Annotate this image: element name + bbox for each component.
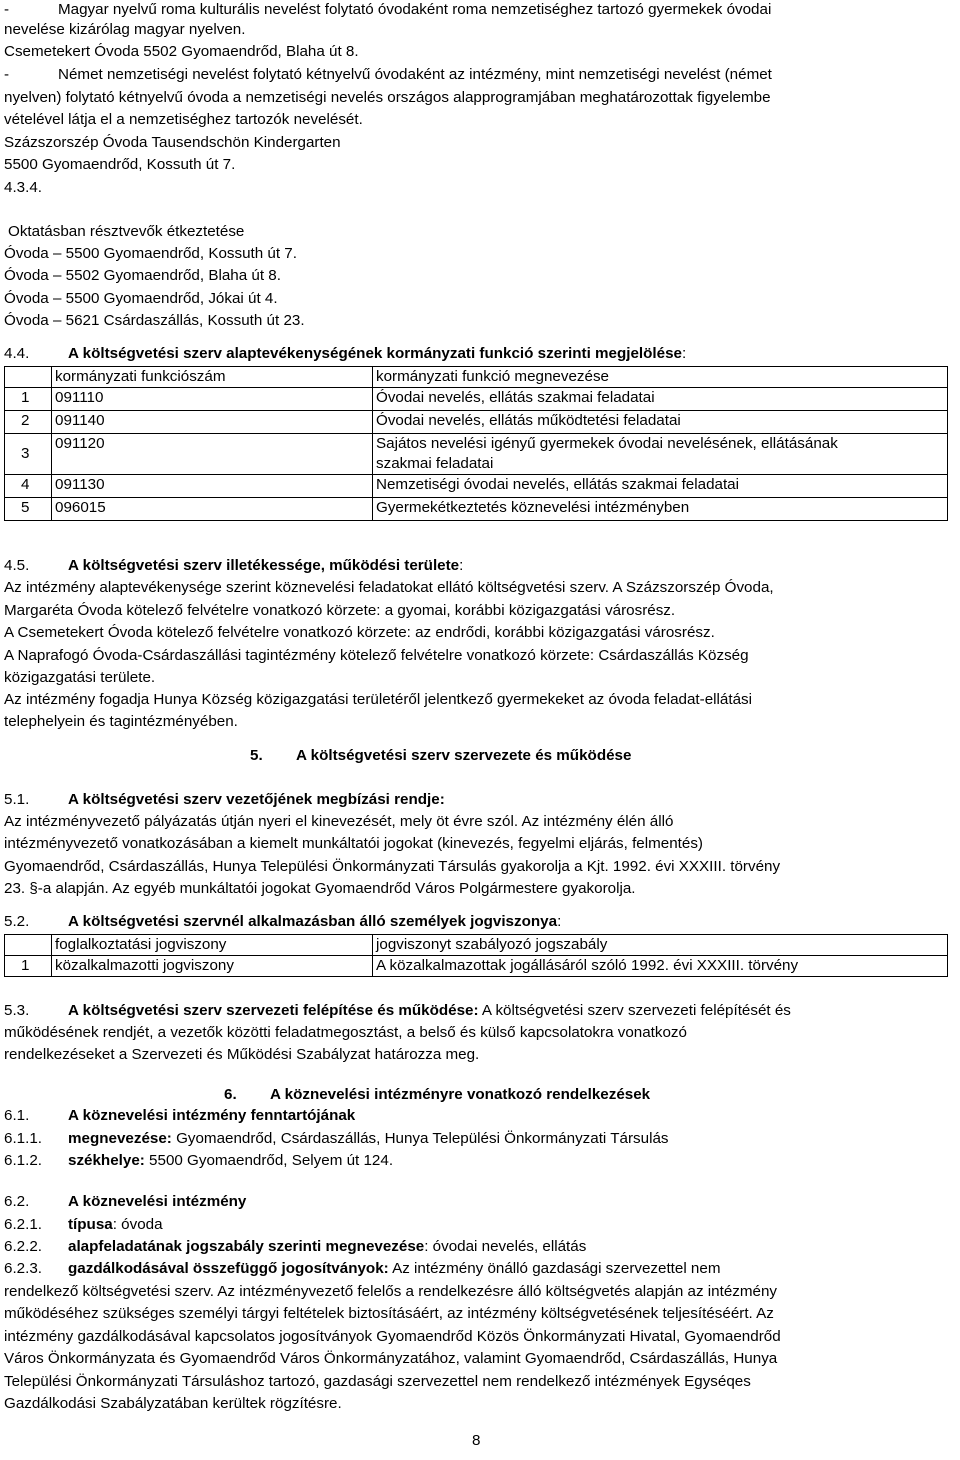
top-line-8: 5500 Gyomaendrőd, Kossuth út 7. [4,156,236,173]
section-45-colon: : [459,557,464,574]
function-code: 091110 [52,388,373,411]
section-53-first-line [68,1001,791,1021]
section-51-number: 5.1. [4,791,30,808]
section-53-text: A költségvetési szerv szervezeti felépítését és [478,1002,791,1019]
section-53-line: működésének rendjét, a vezetők közötti feladatmegosztást, a belső és külső kapcsolatokra vonatkozó [4,1024,687,1041]
section-52-number: 5.2. [4,913,30,930]
section-434-item: Óvoda – 5500 Gyomaendrőd, Kossuth út 7. [4,245,297,262]
section-51-line: Az intézményvezető pályázatás útján nyeri el kinevezését, mely öt évre szól. Az intézmény élén álló [4,813,674,830]
section-5-number: 5. [250,747,263,764]
section-51-line: intézményvezető vonatkozásában a kiemelt munkáltatói jogokat (kinevezés, fegyelmi eljárás, felmentés) [4,835,703,852]
section-53-number: 5.3. [4,1002,30,1019]
section-45-title: A költségvetési szerv illetékessége, működési területe [68,557,460,574]
section-45-line: Az intézmény alaptevékenysége szerint köznevelési feladatokat ellátó költségvetési szerv. A Százszorszép Óvoda, [4,579,774,596]
section-623-body-line: rendelkező költségvetési szerv. Az intézményvezető felelős a rendelkezésre álló költségvetés alapján az intézmény [4,1283,778,1300]
row-number: 4 [5,475,52,498]
section-45-line: telephelyein és tagintézményében. [4,713,238,730]
section-623-number: 6.2.3. [4,1260,42,1277]
section-6-number: 6. [224,1086,237,1103]
section-62-number: 6.2. [4,1193,30,1210]
section-611-label: megnevezése: [68,1130,172,1147]
section-53-line: rendelkezéseket a Szervezeti és Működési Szabályzat határozza meg. [4,1046,480,1063]
section-623-body-line: intézmény gazdálkodásával kapcsolatos jogosítványok Gyomaendrőd Közös Önkormányzati Hivatal, Gyomaendrőd [4,1328,781,1345]
section-623-line [68,1259,720,1279]
section-434-number: 4.3.4. [4,179,42,196]
section-44-heading [68,344,686,364]
function-name: Nemzetiségi óvodai nevelés, ellátás szakmai feladatai [373,475,948,498]
row-number: 2 [5,411,52,434]
table-row [5,388,948,411]
section-622-text: : óvodai nevelés, ellátás [424,1238,587,1255]
function-name: Óvodai nevelés, ellátás működtetési feladatai [373,411,948,434]
section-44-title: A költségvetési szerv alaptevékenységének kormányzati funkció szerinti megjelölése [68,345,682,362]
section-51-title: A költségvetési szerv vezetőjének megbízási rendje: [68,791,445,808]
section-623-body-line: Város Önkormányzata és Gyomaendrőd Város Önkormányzatához, valamint Gyomaendrőd, Csárdaszállás, Hunya [4,1350,778,1367]
function-name-cell [373,434,948,475]
section-45-line: közigazgatási területe. [4,669,156,686]
section-434-title: Oktatásban résztvevők étkeztetése [8,223,245,240]
section-45-number: 4.5. [4,557,30,574]
section-434-item: Óvoda – 5621 Csárdaszállás, Kossuth út 23. [4,312,305,329]
section-52-colon: : [557,913,562,930]
employment-type: közalkalmazotti jogviszony [52,956,373,977]
function-code: 091140 [52,411,373,434]
section-434-item: Óvoda – 5502 Gyomaendrőd, Blaha út 8. [4,267,281,284]
table-header: jogviszonyt szabályozó jogszabály [373,935,948,956]
governing-law: A közalkalmazottak jogállásáról szóló 1992. évi XXXIII. törvény [373,956,948,977]
table-row [5,411,948,434]
table-header: kormányzati funkciószám [52,367,373,388]
section-622-number: 6.2.2. [4,1238,42,1255]
employment-table [4,934,948,977]
section-61-title: A köznevelési intézmény fenntartójának [68,1107,356,1124]
section-621-text: : óvoda [112,1216,163,1233]
section-611-line [68,1129,668,1149]
function-name: Gyermekétkeztetés köznevelési intézményben [373,498,948,521]
section-622-line [68,1237,586,1257]
table-row [5,475,948,498]
section-45-line: A Naprafogó Óvoda-Csárdaszállási tagintézmény kötelező felvételre vonatkozó körzete: Csárdaszállás Község [4,647,749,664]
section-51-line: 23. §-a alapján. Az egyéb munkáltatói jogokat Gyomaendrőd Város Polgármestere gyakorolja. [4,880,636,897]
section-621-number: 6.2.1. [4,1216,42,1233]
section-51-line: Gyomaendrőd, Csárdaszállás, Hunya Települési Önkormányzati Társulás gyakorolja a Kjt. 1992. évi XXXIII. törvény [4,858,781,875]
function-code: 091120 [52,434,373,475]
section-45-line: Az intézmény fogadja Hunya Község közigazgatási területéről jelentkező gyermekeket az óvoda feladat-ellátási [4,691,752,708]
top-line-7: Százszorszép Óvoda Tausendschön Kindergarten [4,134,341,151]
section-6-title: A köznevelési intézményre vonatkozó rendelkezések [270,1086,651,1103]
table-cell [5,935,52,956]
section-52-heading [68,912,561,932]
table-header-row [5,367,948,388]
top-line-5: nyelven) folytató kétnyelvű óvoda a nemzetiségi nevelés országos alapprogramjában meghatározottak figyelembe [4,89,771,106]
function-name: Óvodai nevelés, ellátás szakmai feladatai [373,388,948,411]
table-row [5,498,948,521]
function-name-cont: szakmai feladatai [376,455,494,472]
top-line-3: Csemetekert Óvoda 5502 Gyomaendrőd, Blaha út 8. [4,43,359,60]
section-612-number: 6.1.2. [4,1152,42,1169]
section-621-label: típusa [68,1216,113,1233]
section-62-title: A köznevelési intézmény [68,1193,247,1210]
table-header: foglalkoztatási jogviszony [52,935,373,956]
section-621-line [68,1215,163,1235]
table-header: kormányzati funkció megnevezése [373,367,948,388]
top-dash-2: - [4,66,10,83]
section-61-number: 6.1. [4,1107,30,1124]
top-line-4: Német nemzetiségi nevelést folytató kétnyelvű óvodaként az intézmény, mint nemzetiségi nevelést (német [58,66,772,83]
top-line-1: Magyar nyelvű roma kulturális nevelést folytató óvodaként roma nemzetiséghez tartozó gyermekek óvodai [58,1,772,18]
top-dash-1: - [4,1,10,18]
function-code: 096015 [52,498,373,521]
section-5-title: A költségvetési szerv szervezete és működése [296,747,632,764]
table-header-row [5,935,948,956]
page-number: 8 [472,1432,481,1449]
function-name: Sajátos nevelési igényű gyermekek óvodai nevelésének, ellátásának [376,435,838,452]
section-52-title: A költségvetési szervnél alkalmazásban álló személyek jogviszonya [68,913,558,930]
section-622-label: alapfeladatának jogszabály szerinti megnevezése [68,1238,425,1255]
table-row [5,434,948,475]
section-45-line: Margaréta Óvoda kötelező felvételre vonatkozó körzete: a gyomai, korábbi közigazgatási városrész. [4,602,676,619]
section-623-body-line: működéséhez szükséges személyi tárgyi feltételek biztosításáért, az intézmény költségvetésének teljesítéséért. Az [4,1305,774,1322]
section-623-body-line: Települési Önkormányzati Társuláshoz tartozó, gazdasági szervezettel nem rendelkező intézmények Egyséqes [4,1373,751,1390]
section-53-title: A költségvetési szerv szervezeti felépítése és működése: [68,1002,479,1019]
section-44-colon: : [681,345,687,362]
section-612-line [68,1151,393,1171]
section-45-line: A Csemetekert Óvoda kötelező felvételre vonatkozó körzete: az endrődi, korábbi közigazgatási városrész. [4,624,715,641]
table-cell [5,367,52,388]
section-612-text: 5500 Gyomaendrőd, Selyem út 124. [144,1152,394,1169]
section-612-label: székhelye: [68,1152,145,1169]
row-number: 1 [5,388,52,411]
function-code: 091130 [52,475,373,498]
section-623-body-line: Gazdálkodási Szabályzatában kerültek rögzítésre. [4,1395,342,1412]
function-table [4,366,948,521]
section-434-item: Óvoda – 5500 Gyomaendrőd, Jókai út 4. [4,290,278,307]
row-number: 1 [5,956,52,977]
row-number: 3 [5,434,52,475]
section-45-heading [68,556,463,576]
row-number: 5 [5,498,52,521]
top-line-6: vételével látja el a nemzetiséghez tartozók nevelését. [4,111,363,128]
top-line-2: nevelése kizárólag magyar nyelven. [4,21,246,38]
table-row [5,956,948,977]
section-44-number: 4.4. [4,345,30,362]
section-611-text: Gyomaendrőd, Csárdaszállás, Hunya Települési Önkormányzati Társulás [171,1130,669,1147]
section-623-label: gazdálkodásával összefüggő jogosítványok: [68,1260,389,1277]
section-623-text: Az intézmény önálló gazdasági szervezettel nem [388,1260,721,1277]
section-611-number: 6.1.1. [4,1130,42,1147]
